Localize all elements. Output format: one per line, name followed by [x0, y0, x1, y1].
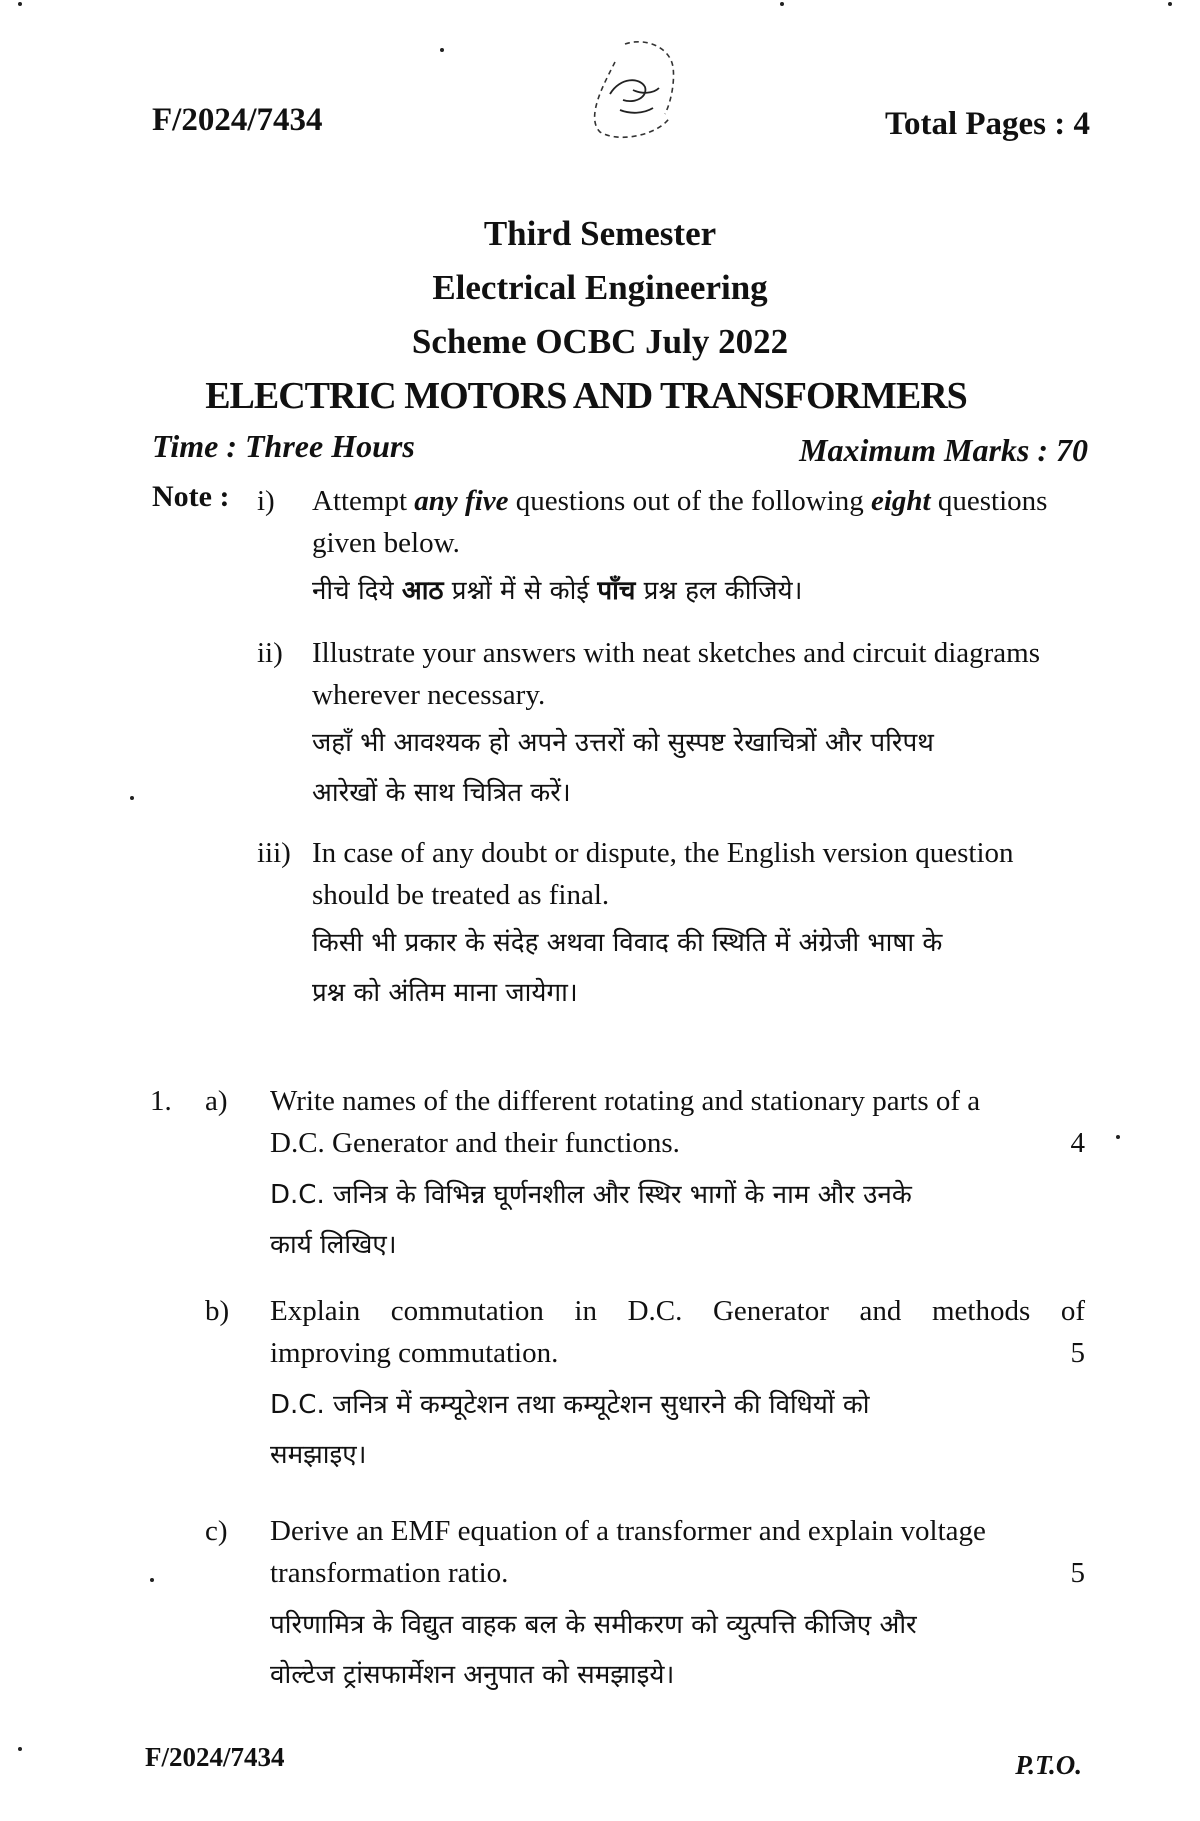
note-item [312, 832, 1200, 1018]
note-english: Illustrate your answers with neat sketches and circuit diagrams [312, 637, 1040, 669]
note-number: ii) [257, 637, 283, 669]
scan-speck [150, 1578, 154, 1582]
part-label: a) [205, 1085, 228, 1117]
note-english: given below. [312, 527, 460, 559]
part-marks: 4 [1070, 1127, 1085, 1159]
scan-speck [18, 1747, 22, 1751]
signature-mark [575, 22, 685, 142]
scan-speck [18, 2, 22, 6]
note-number: iii) [257, 837, 291, 869]
paper-code: F/2024/7434 [152, 102, 323, 138]
part-body [270, 1080, 1085, 1270]
part-marks: 5 [1070, 1337, 1085, 1369]
footer-pto: P.T.O. [1015, 1750, 1082, 1780]
part-hindi: परिणामित्र के विद्युत वाहक बल के समीकरण को व्युत्पत्ति कीजिए और [270, 1610, 917, 1640]
question-number: 1. [150, 1085, 172, 1117]
part-english: Derive an EMF equation of a transformer and explain voltage [270, 1515, 986, 1547]
part-english: transformation ratio. 5 [270, 1552, 1085, 1594]
note-english: Attempt any five questions out of the following eight questions [312, 485, 1048, 517]
part-body [270, 1510, 1085, 1700]
total-pages: Total Pages : 4 [884, 106, 1090, 142]
branch-title: Electrical Engineering [432, 268, 768, 307]
scan-speck [1116, 1135, 1120, 1139]
note-english: should be treated as final. [312, 879, 610, 911]
part-english: improving commutation. 5 [270, 1332, 1085, 1374]
part-english: Write names of the different rotating and stationary parts of a [270, 1085, 981, 1117]
scan-speck [780, 2, 784, 6]
max-marks: Maximum Marks : 70 [799, 432, 1088, 468]
note-hindi: आरेखों के साथ चित्रित करें। [312, 778, 571, 808]
note-item [312, 480, 1200, 616]
note-item [312, 632, 1200, 818]
scan-speck [130, 796, 134, 800]
part-label: b) [205, 1295, 230, 1327]
note-number: i) [257, 485, 275, 517]
semester-title: Third Semester [483, 214, 717, 253]
part-hindi: समझाइए। [270, 1440, 367, 1470]
part-marks: 5 [1070, 1557, 1085, 1589]
part-hindi: वोल्टेज ट्रांसफार्मेशन अनुपात को समझाइये। [270, 1660, 675, 1690]
part-body [270, 1290, 1085, 1480]
footer-code: F/2024/7434 [145, 1742, 285, 1772]
note-english: wherever necessary. [312, 679, 546, 711]
part-label: c) [205, 1515, 228, 1547]
note-hindi: नीचे दिये आठ प्रश्नों में से कोई पाँच प्रश्न हल कीजिये। [312, 576, 803, 606]
part-english: D.C. Generator and their functions. 4 [270, 1122, 1085, 1164]
subject-title: ELECTRIC MOTORS AND TRANSFORMERS [205, 375, 967, 417]
scheme-title: Scheme OCBC July 2022 [411, 322, 789, 361]
note-english: In case of any doubt or dispute, the English version question [312, 837, 1014, 869]
note-hindi: किसी भी प्रकार के संदेह अथवा विवाद की स्थिति में अंग्रेजी भाषा के [312, 928, 943, 958]
time-label: Time : Three Hours [152, 428, 415, 464]
note-label: Note : [152, 480, 230, 513]
notes-section [152, 480, 1102, 1020]
scan-speck [440, 48, 444, 52]
note-hindi: जहाँ भी आवश्यक हो अपने उत्तरों को सुस्पष्ट रेखाचित्रों और परिपथ [312, 728, 934, 758]
part-english: Explain commutation in D.C. Generator and methods of [270, 1295, 1085, 1327]
part-hindi: कार्य लिखिए। [270, 1230, 397, 1260]
part-hindi: D.C. जनित्र में कम्यूटेशन तथा कम्यूटेशन सुधारने की विधियों को [270, 1390, 870, 1420]
part-hindi: D.C. जनित्र के विभिन्न घूर्णनशील और स्थिर भागों के नाम और उनके [270, 1180, 912, 1210]
scan-speck [1168, 2, 1172, 6]
note-hindi: प्रश्न को अंतिम माना जायेगा। [312, 978, 578, 1008]
